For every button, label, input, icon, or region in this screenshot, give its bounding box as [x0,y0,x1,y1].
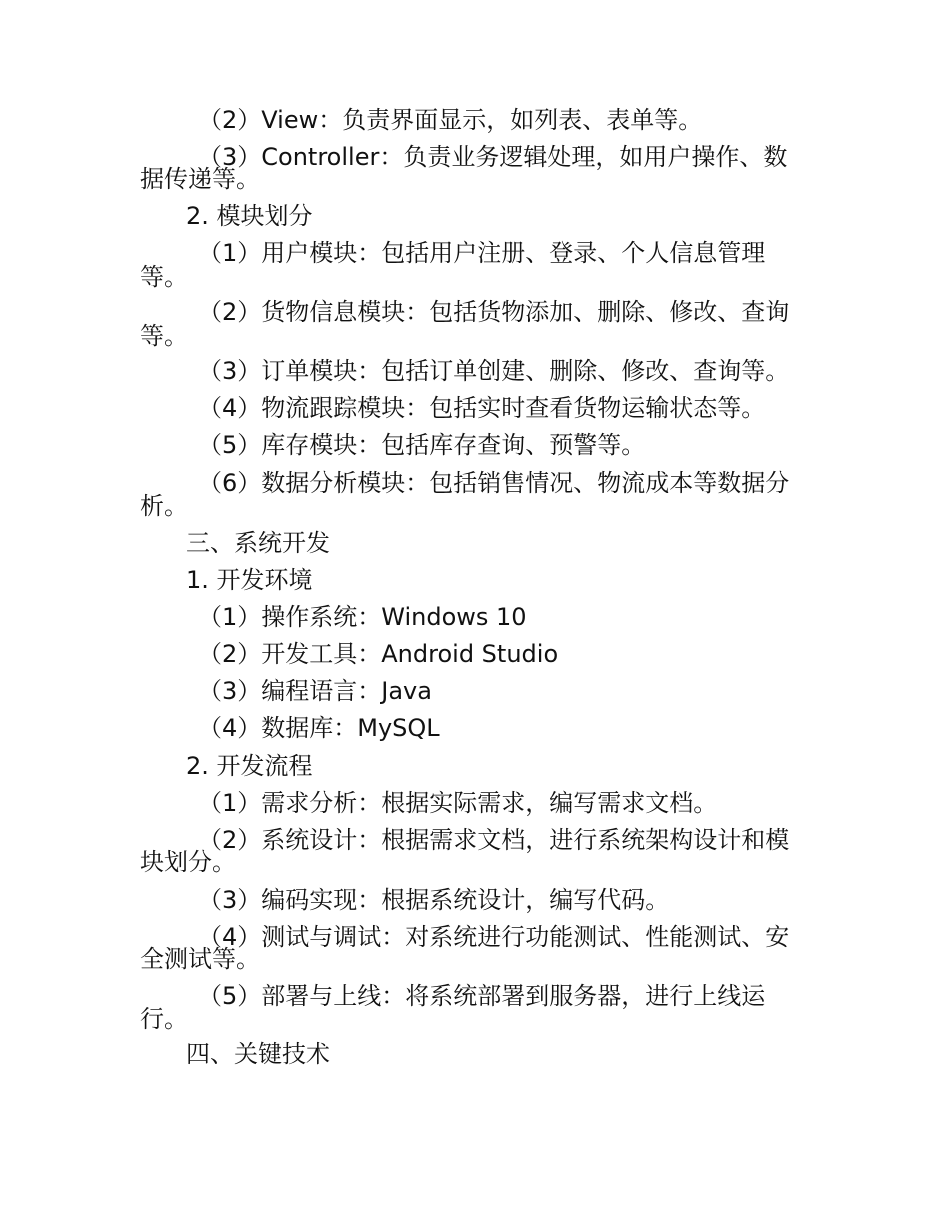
paragraph-database: （4）数据库：MySQL [198,714,440,742]
paragraph-order-module: （3）订单模块：包括订单创建、删除、修改、查询等。 [198,357,790,385]
paragraph-testing: （4）测试与调试：对系统进行功能测试、性能测试、安 [198,923,790,951]
heading-module-division: 2. 模块划分 [186,202,313,230]
paragraph-system-design: （2）系统设计：根据需求文档，进行系统架构设计和模 [198,826,790,854]
paragraph-language: （3）编程语言：Java [198,677,432,705]
paragraph-analysis-module-cont: 析。 [140,492,188,520]
paragraph-goods-module-cont: 等。 [140,322,188,350]
paragraph-view: （2）View：负责界面显示，如列表、表单等。 [198,106,703,134]
heading-dev-process: 2. 开发流程 [186,752,313,780]
paragraph-coding: （3）编码实现：根据系统设计，编写代码。 [198,886,670,914]
paragraph-deployment: （5）部署与上线：将系统部署到服务器，进行上线运 [198,982,766,1010]
paragraph-dev-tool: （2）开发工具：Android Studio [198,640,559,668]
paragraph-controller-cont: 据传递等。 [140,165,260,193]
heading-dev-environment: 1. 开发环境 [186,566,313,594]
paragraph-system-design-cont: 块划分。 [140,848,236,876]
paragraph-stock-module: （5）库存模块：包括库存查询、预警等。 [198,431,646,459]
paragraph-user-module-cont: 等。 [140,263,188,291]
paragraph-requirements: （1）需求分析：根据实际需求，编写需求文档。 [198,789,718,817]
paragraph-controller: （3）Controller：负责业务逻辑处理，如用户操作、数 [198,143,788,171]
paragraph-tracking-module: （4）物流跟踪模块：包括实时查看货物运输状态等。 [198,394,766,422]
paragraph-deployment-cont: 行。 [140,1005,188,1033]
heading-system-development: 三、系统开发 [186,529,330,557]
paragraph-analysis-module: （6）数据分析模块：包括销售情况、物流成本等数据分 [198,469,790,497]
heading-key-technology: 四、关键技术 [186,1040,330,1068]
paragraph-os: （1）操作系统：Windows 10 [198,603,527,631]
paragraph-goods-module: （2）货物信息模块：包括货物添加、删除、修改、查询 [198,298,790,326]
paragraph-user-module: （1）用户模块：包括用户注册、登录、个人信息管理 [198,239,766,267]
paragraph-testing-cont: 全测试等。 [140,945,260,973]
